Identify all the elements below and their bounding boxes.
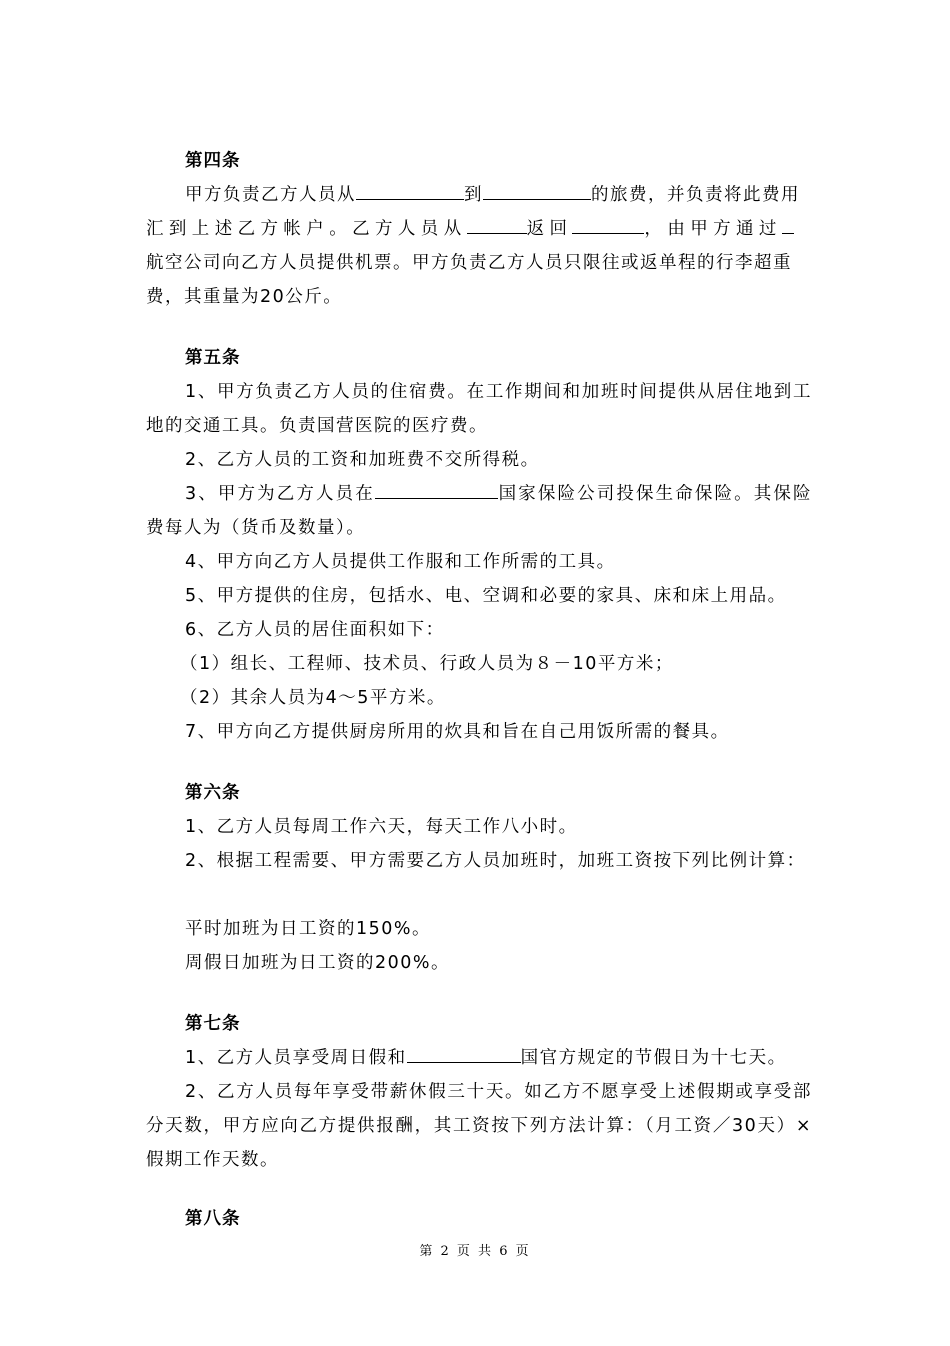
blank-field: [467, 232, 527, 234]
article-4-text: 汇到上述乙方帐户。乙方人员从: [146, 219, 467, 239]
article-4-line-3: 航空公司向乙方人员提供机票。甲方负责乙方人员只限往或返单程的行李超重: [146, 253, 792, 273]
article-7-text: 国官方规定的节假日为十七天。: [520, 1048, 787, 1068]
article-4-line-4: 费，其重量为20公斤。: [146, 287, 343, 307]
article-6-heading: 第六条: [185, 783, 241, 803]
article-5-item-5: 5、甲方提供的住房，包括水、电、空调和必要的家具、床和床上用品。: [185, 586, 787, 606]
article-5-item-2: 2、乙方人员的工资和加班费不交所得税。: [185, 450, 540, 470]
article-4-text: 甲方负责乙方人员从: [185, 185, 356, 205]
article-4-line-2: [146, 212, 794, 246]
article-4-heading: 第四条: [185, 151, 241, 171]
blank-field: [782, 232, 794, 234]
article-5-item-4: 4、甲方向乙方人员提供工作服和工作所需的工具。: [185, 552, 616, 572]
article-5-item-3: [146, 477, 812, 545]
blank-field: [356, 198, 464, 200]
article-5-text: 3、甲方为乙方人员在: [185, 484, 375, 504]
article-7-item-2: 2、乙方人员每年享受带薪休假三十天。如乙方不愿享受上述假期或享受部分天数，甲方应向乙方提供报酬，其工资按下列方法计算：（月工资／30天）×假期工作天数。: [146, 1082, 812, 1170]
article-4-text: 的旅费，并负责将此费用: [591, 185, 800, 205]
article-4-line-1: [185, 178, 800, 212]
article-5-item-1: 1、甲方负责乙方人员的住宿费。在工作期间和加班时间提供从居住地到工地的交通工具。负责国营医院的医疗费。: [146, 382, 812, 436]
article-5-item-6: 6、乙方人员的居住面积如下：: [185, 620, 445, 640]
article-4-text: 返回: [526, 219, 573, 239]
article-4-text: 到: [464, 185, 483, 205]
article-6-item-4: 周假日加班为日工资的200%。: [185, 953, 451, 973]
article-5-item-6-1: （1）组长、工程师、技术员、行政人员为８－10平方米；: [180, 654, 674, 674]
article-8-heading: 第八条: [185, 1209, 241, 1229]
article-7-heading: 第七条: [185, 1014, 241, 1034]
article-6-item-2: 2、根据工程需要、甲方需要乙方人员加班时，加班工资按下列比例计算：: [185, 851, 806, 871]
article-7-text: 1、乙方人员享受周日假和: [185, 1048, 407, 1068]
blank-field: [407, 1061, 521, 1063]
page-footer: 第 2 页 共 6 页: [419, 1244, 531, 1259]
article-6-item-3: 平时加班为日工资的150%。: [185, 919, 432, 939]
blank-field: [483, 198, 591, 200]
article-4-text: ，由甲方通过: [644, 219, 782, 239]
article-7-item-1: [185, 1041, 787, 1075]
article-5-item-7: 7、甲方向乙方提供厨房所用的炊具和旨在自己用饭所需的餐具。: [185, 722, 730, 742]
blank-field: [572, 232, 644, 234]
article-5-item-6-2: （2）其余人员为4～5平方米。: [180, 688, 446, 708]
blank-field: [375, 497, 498, 499]
article-5-text: 国家保险公司投保生命保险。其保险费每人为（货币及数量）。: [146, 484, 813, 538]
article-5-heading: 第五条: [185, 348, 241, 368]
article-6-item-1: 1、乙方人员每周工作六天，每天工作八小时。: [185, 817, 578, 837]
